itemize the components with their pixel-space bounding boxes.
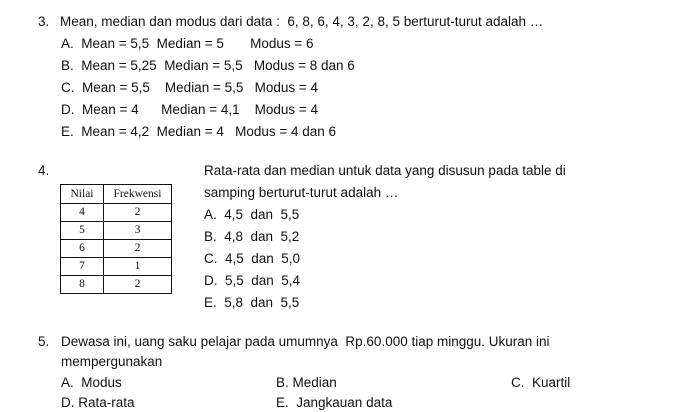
question-3-option-c: C. Mean = 5,5 Median = 5,5 Modus = 4 [61, 80, 319, 95]
table-cell-frekwensi: 1 [104, 258, 172, 276]
table-cell-frekwensi: 3 [104, 222, 172, 240]
question-3-option-b: B. Mean = 5,25 Median = 5,5 Modus = 8 dan 6 [61, 58, 355, 73]
question-4-number: 4. [38, 163, 50, 178]
question-3-option-a: A. Mean = 5,5 Median = 5 Modus = 6 [61, 36, 314, 51]
table-cell-nilai: 6 [61, 240, 104, 258]
question-5-option-a: A. Modus [61, 375, 122, 390]
question-3-number: 3. [38, 14, 50, 29]
question-5-option-b: B. Median [276, 375, 337, 390]
question-4-option-d: D. 5,5 dan 5,4 [204, 273, 301, 288]
table-cell-frekwensi: 2 [104, 204, 172, 222]
question-5-option-d: D. Rata-rata [61, 395, 135, 410]
table-cell-nilai: 8 [61, 276, 104, 294]
question-5-text-line-1: Dewasa ini, uang saku pelajar pada umumnya Rp.60.000 tiap minggu. Ukuran ini [61, 334, 550, 349]
frequency-table [60, 184, 172, 294]
table-row [61, 258, 172, 276]
table-cell-frekwensi: 2 [104, 276, 172, 294]
table-row [61, 240, 172, 258]
question-4-option-a: A. 4,5 dan 5,5 [204, 207, 300, 222]
question-4-text-line-1: Rata-rata dan median untuk data yang disusun pada table di [204, 163, 566, 178]
question-3-option-d: D. Mean = 4 Median = 4,1 Modus = 4 [61, 102, 319, 117]
table-row [61, 222, 172, 240]
question-3-option-e: E. Mean = 4,2 Median = 4 Modus = 4 dan 6 [61, 124, 337, 139]
table-header-nilai: Nilai [61, 185, 104, 204]
question-4-option-b: B. 4,8 dan 5,2 [204, 229, 300, 244]
table-cell-nilai: 7 [61, 258, 104, 276]
question-3-text: Mean, median dan modus dari data : 6, 8, 6, 4, 3, 2, 8, 5 berturut-turut adalah … [60, 14, 544, 29]
table-row [61, 204, 172, 222]
table-row [61, 276, 172, 294]
question-5-option-e: E. Jangkauan data [276, 395, 393, 410]
question-5-text-line-2: mempergunakan [61, 354, 163, 369]
table-header-row [61, 185, 172, 204]
table-header-frekwensi: Frekwensi [104, 185, 172, 204]
question-4-option-e: E. 5,8 dan 5,5 [204, 295, 300, 310]
table-cell-nilai: 4 [61, 204, 104, 222]
question-5-option-c: C. Kuartil [511, 375, 571, 390]
question-5-number: 5. [38, 334, 50, 349]
table-cell-frekwensi: 2 [104, 240, 172, 258]
table-cell-nilai: 5 [61, 222, 104, 240]
question-4-text-line-2: samping berturut-turut adalah … [204, 185, 399, 200]
question-4-option-c: C. 4,5 dan 5,0 [204, 251, 301, 266]
